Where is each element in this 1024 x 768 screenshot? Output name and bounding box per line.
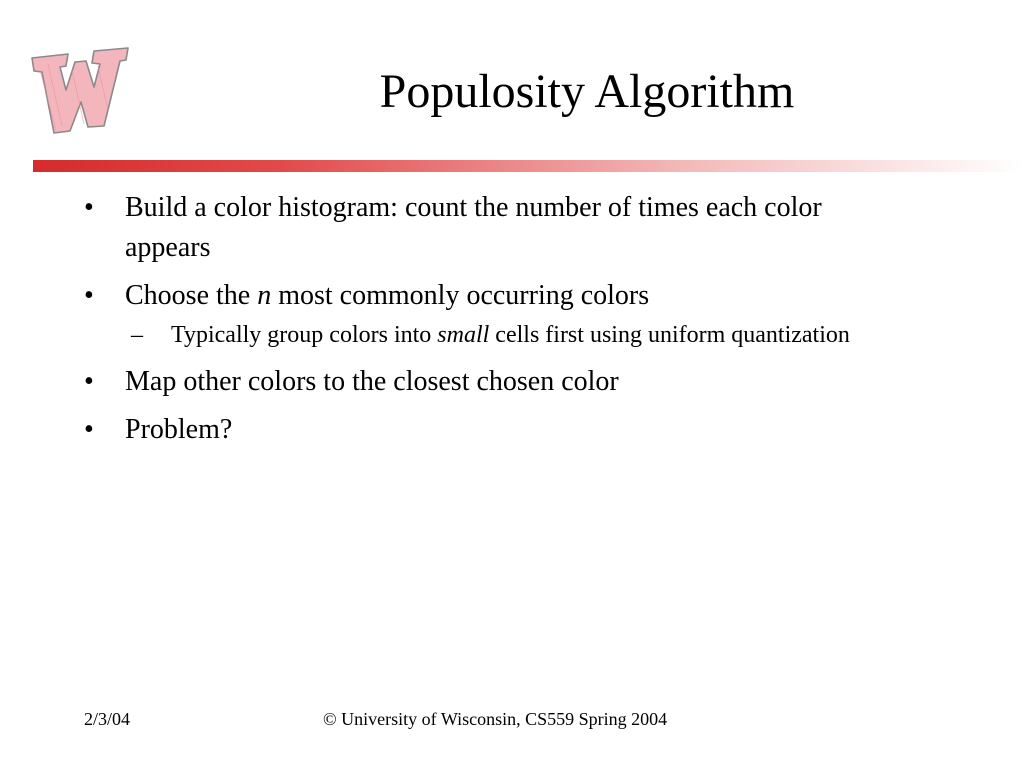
bullet-list [84,188,914,458]
sub-bullet-text-end: cells first using uniform quantization [489,322,850,348]
footer-date: 2/3/04 [84,709,131,729]
bullet-marker: • [84,192,94,223]
bullet-marker: • [84,414,94,445]
bullet-text-emphasis: n [257,280,272,311]
bullet-text: Map other colors to the closest chosen color [125,366,619,397]
bullet-item [84,188,914,268]
bullet-item [84,362,914,402]
footer-copyright: © University of Wisconsin, CS559 Spring 2004 [323,709,668,729]
bullet-marker: • [84,366,94,397]
sub-bullet-item [131,318,914,352]
university-w-logo-icon [28,40,132,144]
bullet-text-start: Choose the [125,280,258,311]
slide-title: Populosity Algorithm [379,65,795,118]
bullet-text: Build a color histogram: count the number of times each color appears [125,192,822,263]
sub-bullet-text-emphasis: small [437,322,490,348]
bullet-marker: • [84,280,94,311]
title-divider [33,160,1024,172]
sub-bullet-text-start: Typically group colors into [171,322,438,348]
bullet-item [84,276,914,316]
bullet-text-end: most commonly occurring colors [271,280,650,311]
bullet-item [84,410,914,450]
sub-bullet-marker: – [131,322,143,348]
bullet-text: Problem? [125,414,233,445]
